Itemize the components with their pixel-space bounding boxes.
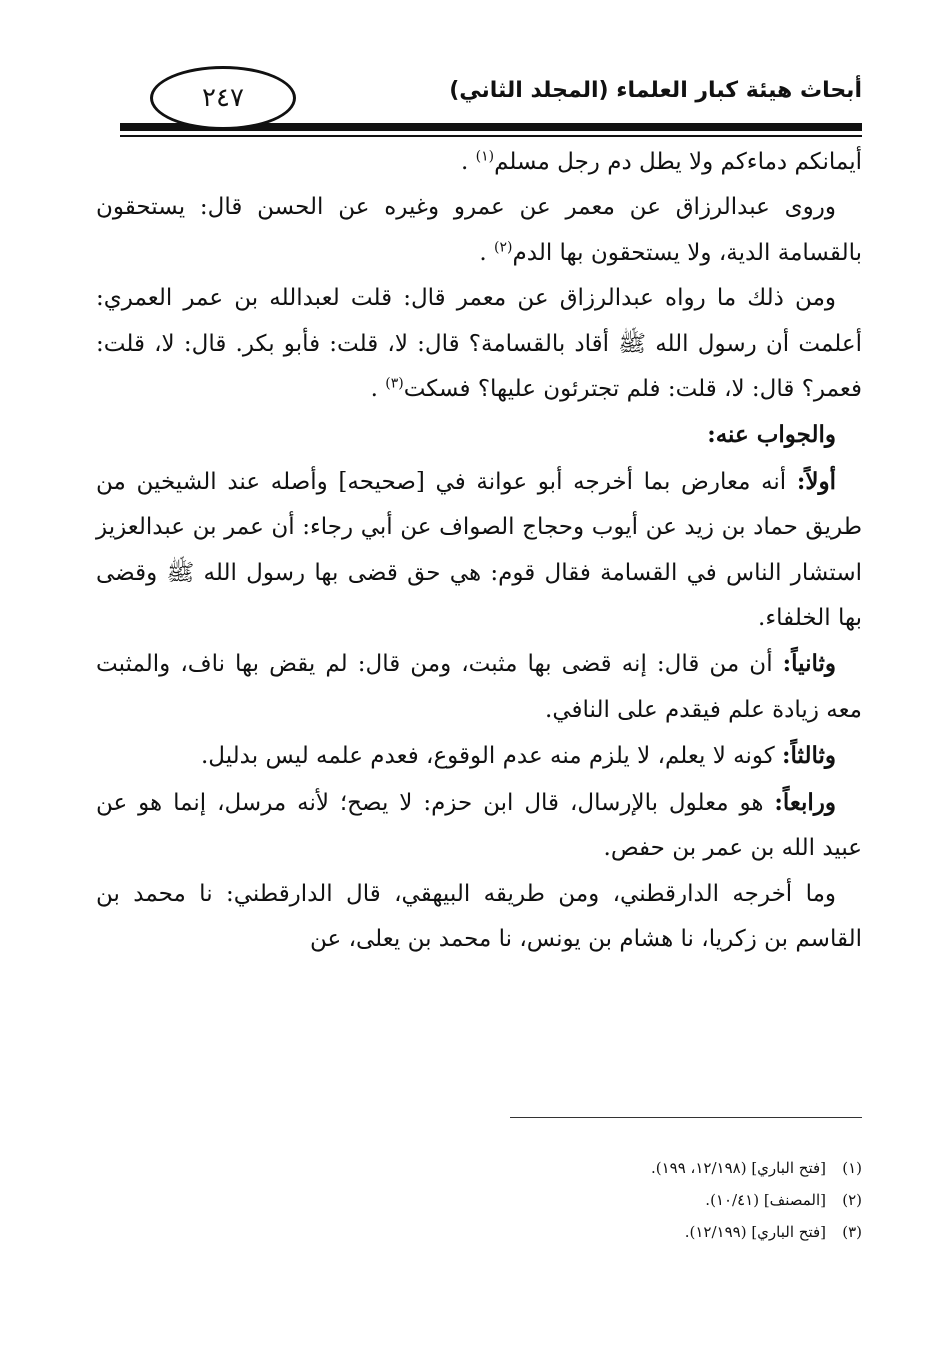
paragraph-text: أنه معارض بما أخرجه أبو عوانة في [صحيحه] وأصله عند الشيخين من طريق حماد بن زيد عن أيوب وحجاج الصواف عن أبي رجاء: أن عمر بن عبدالعزيز استشار الناس في القسامة فقال قوم: هي حق قضى بها رسول الله ﷺ وقضى بها الخلفاء. — [96, 468, 863, 632]
paragraph-tail: . — [460, 149, 476, 175]
paragraph-text: كونه لا يعلم، لا يلزم منه عدم الوقوع، فعدم علمه ليس بدليل. — [200, 743, 783, 770]
paragraph-lead: ورابعاً: — [774, 788, 836, 816]
footnote-marker: (٣) — [385, 375, 404, 392]
paragraph-text: أيمانكم دماءكم ولا يطل دم رجل مسلم — [494, 149, 862, 175]
footnote-number: (٢) — [842, 1191, 862, 1209]
body-text — [96, 140, 862, 962]
footnote-item — [520, 1216, 862, 1248]
paragraph-lead: أولاً: — [796, 467, 836, 495]
page-number: ٢٤٧ — [150, 66, 296, 130]
paragraph — [96, 872, 862, 963]
footnotes — [520, 1152, 862, 1248]
footnote-number: (١) — [842, 1159, 862, 1177]
paragraph-lead: وثالثاً: — [782, 742, 836, 770]
paragraph — [96, 641, 862, 733]
footnote-marker: (١) — [475, 148, 495, 165]
footnote-separator — [510, 1117, 862, 1118]
paragraph — [96, 412, 862, 458]
footnote-text: [فتح الباري] (١٢/١٩٩). — [684, 1223, 826, 1241]
paragraph — [96, 780, 862, 872]
paragraph-tail: . — [370, 376, 386, 403]
paragraph — [96, 733, 862, 779]
page-header — [120, 60, 862, 132]
paragraph — [96, 185, 862, 276]
paragraph — [96, 140, 862, 185]
header-rule-thin — [120, 135, 862, 137]
footnote-marker: (٢) — [494, 239, 513, 256]
paragraph-lead: وثانياً: — [782, 650, 836, 678]
footnote-item — [520, 1152, 862, 1184]
footnote-text: [المصنف] (١٠/٤١). — [705, 1191, 826, 1209]
paragraph-text: وروى عبدالرزاق عن معمر عن عمرو وغيره عن الحسن قال: يستحقون بالقسامة الدية، ولا يستحقون بها الدم — [96, 194, 862, 266]
paragraph-lead: والجواب عنه: — [707, 421, 836, 449]
paragraph-text: ومن ذلك ما رواه عبدالرزاق عن معمر قال: قلت لعبدالله بن عمر العمري: أعلمت أن رسول الله ﷺ أقاد بالقسامة؟ قال: لا، قلت: فأبو بكر. قال: لا، قلت: فعمر؟ قال: لا، قلت: فلم تجترئون عليها؟ فسكت — [96, 285, 862, 403]
footnote-number: (٣) — [842, 1223, 862, 1241]
paragraph — [96, 276, 862, 412]
paragraph — [96, 459, 862, 642]
footnote-item — [520, 1184, 862, 1216]
paragraph-text: هو معلول بالإرسال، قال ابن حزم: لا يصح؛ لأنه مرسل، إنما هو عن عبيد الله بن عمر بن حفص. — [96, 789, 862, 862]
paragraph-tail: . — [479, 239, 495, 266]
footnote-text: [فتح الباري] (١٢/١٩٨، ١٩٩). — [650, 1159, 826, 1177]
paragraph-text: أن من قال: إنه قضى بها مثبت، ومن قال: لم يقض بها ناف، والمثبت معه زيادة علم فيقدم على النافي. — [96, 651, 862, 723]
paragraph-text: وما أخرجه الدارقطني، ومن طريقه البيهقي، قال الدارقطني: نا محمد بن القاسم بن زكريا، نا هشام بن يونس، نا محمد بن يعلى، عن — [96, 880, 862, 952]
book-title: أبحاث هيئة كبار العلماء (المجلد الثاني) — [449, 78, 862, 103]
